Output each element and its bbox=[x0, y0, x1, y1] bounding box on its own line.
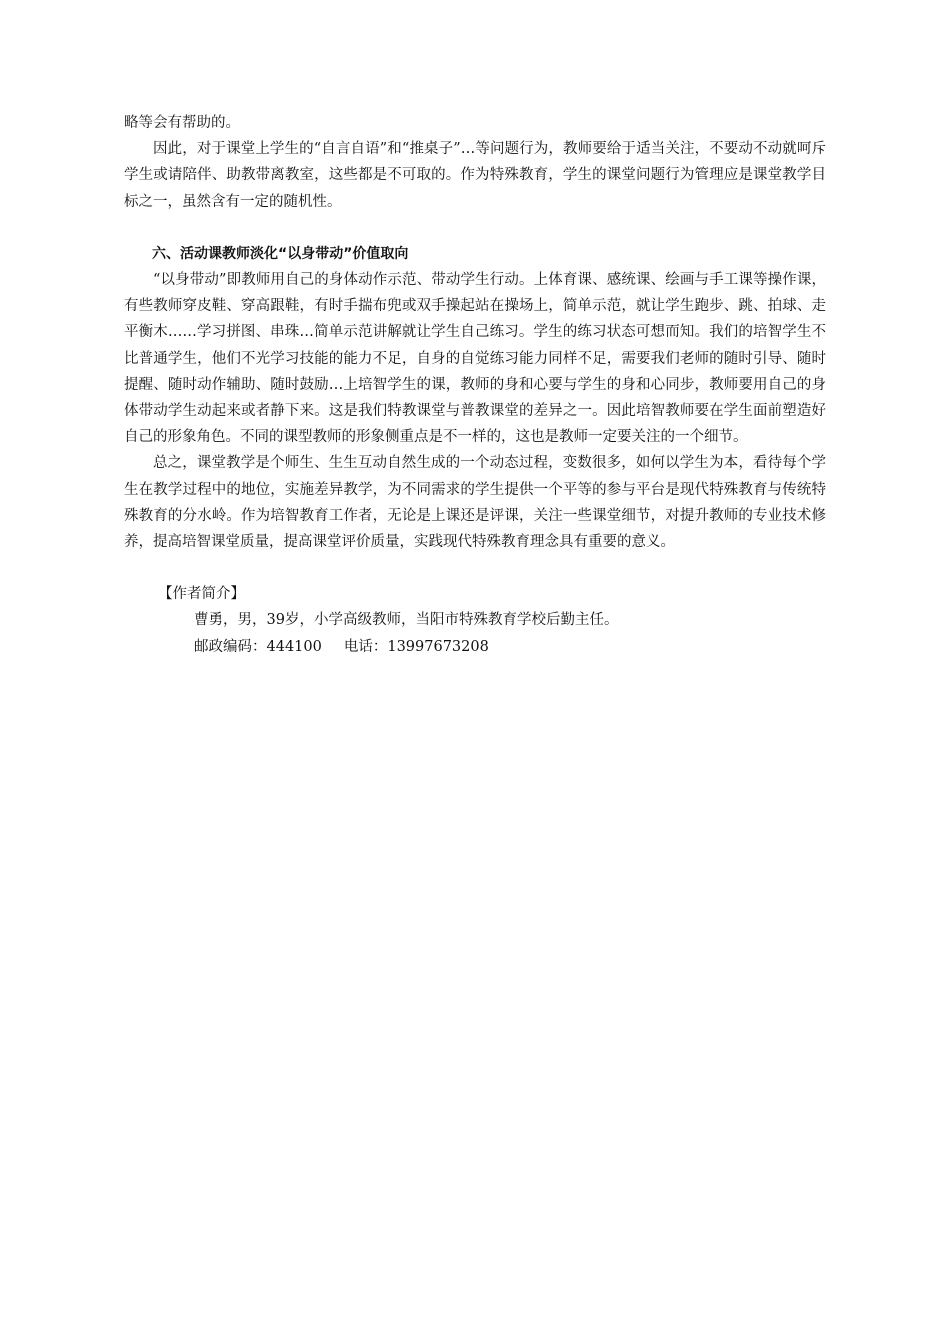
author-bio: 曹勇，男，39岁，小学高级教师，当阳市特殊教育学校后勤主任。 bbox=[194, 612, 619, 629]
paragraph-continuation: 略等会有帮助的。 bbox=[124, 115, 240, 131]
author-info bbox=[124, 581, 826, 660]
paragraph-conclusion: 总之，课堂教学是个师生、生生互动自然生成的一个动态过程，变数很多，如何以学生为本，看待每个学生在教学过程中的地位，实施差异教学，为不同需求的学生提供一个平等的参与平台是现代特殊教育与传统特殊教育的分水岭。作为培智教育工作者，无论是上课还是评课，关注一些课堂细节，对提升教师的专业技术修养，提高培智课堂质量，提高课堂评价质量，实践现代特殊教育理念具有重要的意义。 bbox=[124, 455, 826, 551]
author-contact bbox=[124, 634, 826, 660]
section-heading: 六、活动课教师淡化“以身带动”价值取向 bbox=[152, 245, 409, 262]
paragraph-classroom-behavior: 因此，对于课堂上学生的“自言自语”和“推桌子”…等问题行为，教师要给于适当关注，不要动不动就呵斥学生或请陪伴、助教带离教室，这些都是不可取的。作为特殊教育，学生的课堂问题行为管理应是课堂教学目标之一，虽然含有一定的随机性。 bbox=[124, 141, 826, 210]
paragraph-activity-class: “以身带动”即教师用自己的身体动作示范、带动学生行动。上体育课、感统课、绘画与手工课等操作课，有些教师穿皮鞋、穿高跟鞋，有时手揣布兜或双手操起站在操场上，简单示范，就让学生跑步、跳、拍球、走平衡木……学习拼图、串珠…简单示范讲解就让学生自己练习。学生的练习状态可想而知。我们的培智学生不比普通学生，他们不光学习技能的能力不足，自身的自觉练习能力同样不足，需要我们老师的随时引导、随时提醒、随时动作辅助、随时鼓励…上培智学生的课，教师的身和心要与学生的身和心同步，教师要用自己的身体带动学生动起来或者静下来。这是我们特教课堂与普教课堂的差异之一。因此培智教师要在学生面前塑造好自己的形象角色。不同的课型教师的形象侧重点是不一样的，这也是教师一定要关注的一个细节。 bbox=[124, 272, 826, 446]
postal-code: 邮政编码：444100 bbox=[194, 638, 322, 655]
author-title: 【作者简介】 bbox=[158, 586, 245, 603]
phone-number: 电话：13997673208 bbox=[343, 638, 489, 655]
document-page bbox=[124, 110, 826, 660]
